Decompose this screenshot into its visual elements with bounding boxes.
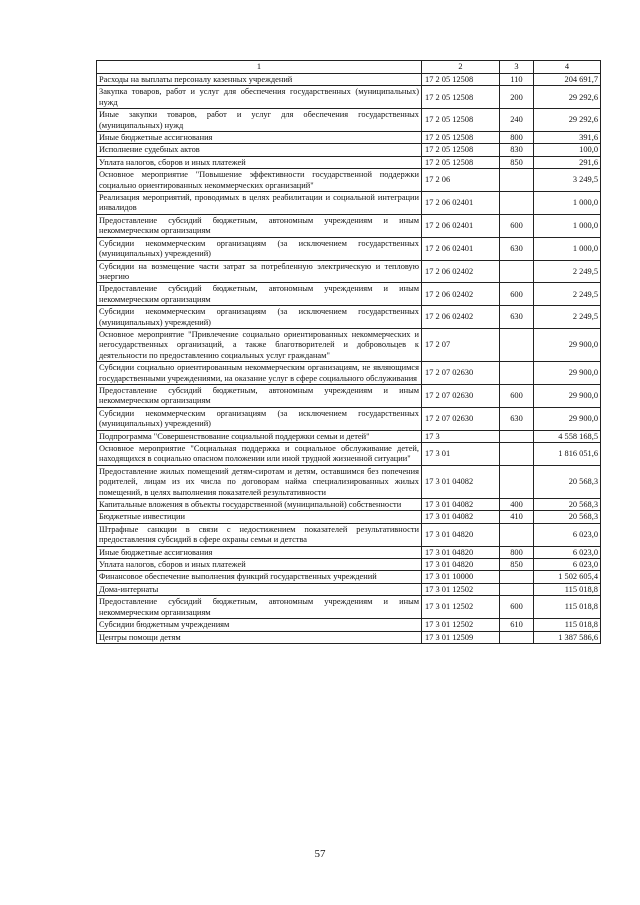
row-amount: 204 691,7 [534,74,601,86]
page-number: 57 [314,848,326,860]
table-row [97,631,601,643]
table-row [97,192,601,215]
row-name: Иные закупки товаров, работ и услуг для обеспечения государственных (муниципальных) нужд [97,109,422,132]
row-name: Центры помощи детям [97,631,422,643]
row-code: 17 2 05 12508 [422,132,500,144]
row-name: Основное мероприятие "Повышение эффективности государственной поддержки социально ориентированных некоммерческих организаций" [97,169,422,192]
table-row [97,74,601,86]
row-amount: 20 568,3 [534,511,601,523]
row-amount: 6 023,0 [534,559,601,571]
row-name: Закупка товаров, работ и услуг для обеспечения государственных (муниципальных) нужд [97,86,422,109]
header-cell-2: 2 [422,61,500,74]
row-expense-type [500,631,534,643]
row-name: Подпрограмма "Совершенствование социальной поддержки семьи и детей" [97,430,422,442]
row-amount: 115 018,8 [534,619,601,631]
row-name: Дома-интернаты [97,583,422,595]
row-name: Реализация мероприятий, проводимых в целях реабилитации и социальной интеграции инвалидов [97,192,422,215]
row-code: 17 2 06 02401 [422,237,500,260]
row-amount: 115 018,8 [534,596,601,619]
row-name: Субсидии некоммерческим организациям (за исключением государственных (муниципальных) учреждений) [97,407,422,430]
row-amount: 6 023,0 [534,546,601,558]
row-code: 17 2 05 12508 [422,86,500,109]
row-amount: 29 900,0 [534,407,601,430]
row-name: Основное мероприятие "Привлечение социально ориентированных некоммерческих и негосударственных организаций, а также благотворителей и добровольцев к деятельности по предоставлению социальных услуг гражданам" [97,328,422,361]
row-code: 17 3 01 04082 [422,499,500,511]
header-cell-3: 3 [500,61,534,74]
row-expense-type: 630 [500,306,534,329]
table-row [97,511,601,523]
row-amount: 1 000,0 [534,214,601,237]
header-row [97,61,601,74]
row-code: 17 3 01 10000 [422,571,500,583]
row-expense-type: 850 [500,559,534,571]
row-code: 17 2 07 02630 [422,407,500,430]
row-amount: 29 292,6 [534,109,601,132]
row-amount: 391,6 [534,132,601,144]
table-row [97,306,601,329]
row-amount: 291,6 [534,156,601,168]
row-code: 17 2 05 12508 [422,74,500,86]
header-cell-1: 1 [97,61,422,74]
row-code: 17 2 05 12508 [422,156,500,168]
row-expense-type [500,260,534,283]
table-body [97,74,601,644]
row-code: 17 2 06 02402 [422,306,500,329]
row-name: Предоставление субсидий бюджетным, автономным учреждениям и иным некоммерческим организациям [97,283,422,306]
row-expense-type: 800 [500,546,534,558]
table-row [97,384,601,407]
table-row [97,523,601,546]
row-code: 17 2 06 02401 [422,214,500,237]
row-expense-type: 850 [500,156,534,168]
row-code: 17 2 06 02402 [422,260,500,283]
row-name: Иные бюджетные ассигнования [97,546,422,558]
row-name: Бюджетные инвестиции [97,511,422,523]
table-row [97,546,601,558]
row-expense-type [500,430,534,442]
row-amount: 1 502 605,4 [534,571,601,583]
row-name: Уплата налогов, сборов и иных платежей [97,156,422,168]
row-amount: 29 900,0 [534,384,601,407]
row-code: 17 2 05 12508 [422,144,500,156]
row-expense-type: 410 [500,511,534,523]
table-row [97,109,601,132]
table-row [97,362,601,385]
row-name: Субсидии некоммерческим организациям (за исключением государственных (муниципальных) учреждений) [97,306,422,329]
row-amount: 2 249,5 [534,283,601,306]
row-code: 17 2 06 [422,169,500,192]
row-code: 17 3 [422,430,500,442]
row-code: 17 2 07 02630 [422,384,500,407]
row-amount: 4 558 168,5 [534,430,601,442]
row-expense-type: 400 [500,499,534,511]
row-name: Субсидии некоммерческим организациям (за исключением государственных (муниципальных) учреждений) [97,237,422,260]
row-amount: 29 900,0 [534,328,601,361]
row-name: Предоставление субсидий бюджетным, автономным учреждениям и иным некоммерческим организациям [97,214,422,237]
row-expense-type: 630 [500,237,534,260]
row-expense-type [500,328,534,361]
table-row [97,169,601,192]
row-name: Исполнение судебных актов [97,144,422,156]
row-name: Субсидии бюджетным учреждениям [97,619,422,631]
row-amount: 2 249,5 [534,260,601,283]
row-expense-type: 600 [500,596,534,619]
row-code: 17 3 01 12502 [422,596,500,619]
row-expense-type: 600 [500,384,534,407]
table-row [97,407,601,430]
row-name: Предоставление субсидий бюджетным, автономным учреждениям и иным некоммерческим организациям [97,596,422,619]
row-code: 17 3 01 12502 [422,583,500,595]
row-code: 17 2 06 02402 [422,283,500,306]
table-row [97,237,601,260]
row-code: 17 3 01 04820 [422,559,500,571]
row-code: 17 3 01 04820 [422,523,500,546]
row-amount: 1 387 586,6 [534,631,601,643]
row-expense-type: 240 [500,109,534,132]
row-expense-type: 600 [500,214,534,237]
row-name: Субсидии на возмещение части затрат за потребленную электрическую и тепловую энергию [97,260,422,283]
row-name: Капитальные вложения в объекты государственной (муниципальной) собственности [97,499,422,511]
row-amount: 29 900,0 [534,362,601,385]
row-expense-type [500,571,534,583]
row-expense-type [500,583,534,595]
row-amount: 115 018,8 [534,583,601,595]
row-expense-type [500,362,534,385]
table-row [97,443,601,466]
table-row [97,283,601,306]
row-expense-type: 630 [500,407,534,430]
row-code: 17 2 07 02630 [422,362,500,385]
table-row [97,499,601,511]
row-code: 17 3 01 04820 [422,546,500,558]
row-expense-type [500,465,534,498]
row-amount: 3 249,5 [534,169,601,192]
table-row [97,156,601,168]
table-row [97,559,601,571]
row-code: 17 2 06 02401 [422,192,500,215]
row-name: Штрафные санкции в связи с недостижением показателей результативности предоставления субсидий в сфере охраны семьи и детства [97,523,422,546]
row-amount: 1 000,0 [534,192,601,215]
row-expense-type: 610 [500,619,534,631]
header-cell-4: 4 [534,61,601,74]
row-expense-type: 110 [500,74,534,86]
table-row [97,260,601,283]
row-amount: 2 249,5 [534,306,601,329]
table-row [97,430,601,442]
row-code: 17 3 01 12509 [422,631,500,643]
table-row [97,132,601,144]
row-amount: 100,0 [534,144,601,156]
row-name: Основное мероприятие "Социальная поддержка и социальное обслуживание детей, находящихся в социально опасном положении или иной трудной жизненной ситуации" [97,443,422,466]
table-row [97,328,601,361]
row-expense-type: 200 [500,86,534,109]
table-row [97,596,601,619]
table-row [97,571,601,583]
row-code: 17 3 01 04082 [422,465,500,498]
row-expense-type [500,443,534,466]
row-name: Расходы на выплаты персоналу казенных учреждений [97,74,422,86]
row-name: Субсидии социально ориентированным некоммерческим организациям, не являющимся государственными учреждениями, на оказание услуг в сфере социального обслуживания [97,362,422,385]
row-expense-type: 800 [500,132,534,144]
row-expense-type: 830 [500,144,534,156]
table-row [97,144,601,156]
row-expense-type [500,169,534,192]
table-row [97,583,601,595]
row-code: 17 3 01 [422,443,500,466]
table-row [97,86,601,109]
row-amount: 1 000,0 [534,237,601,260]
row-amount: 6 023,0 [534,523,601,546]
row-code: 17 3 01 04082 [422,511,500,523]
row-code: 17 2 07 [422,328,500,361]
budget-table [96,60,601,644]
row-name: Иные бюджетные ассигнования [97,132,422,144]
row-amount: 20 568,3 [534,465,601,498]
row-name: Финансовое обеспечение выполнения функций государственных учреждений [97,571,422,583]
row-name: Предоставление жилых помещений детям-сиротам и детям, оставшимся без попечения родителей, лицам из их числа по договорам найма специализированных жилых помещений, в целях выполнения показателей результативности [97,465,422,498]
row-name: Уплата налогов, сборов и иных платежей [97,559,422,571]
row-code: 17 2 05 12508 [422,109,500,132]
row-expense-type [500,192,534,215]
row-code: 17 3 01 12502 [422,619,500,631]
table-row [97,465,601,498]
row-amount: 1 816 051,6 [534,443,601,466]
row-amount: 20 568,3 [534,499,601,511]
row-amount: 29 292,6 [534,86,601,109]
row-name: Предоставление субсидий бюджетным, автономным учреждениям и иным некоммерческим организациям [97,384,422,407]
row-expense-type [500,523,534,546]
table-row [97,214,601,237]
row-expense-type: 600 [500,283,534,306]
table-row [97,619,601,631]
